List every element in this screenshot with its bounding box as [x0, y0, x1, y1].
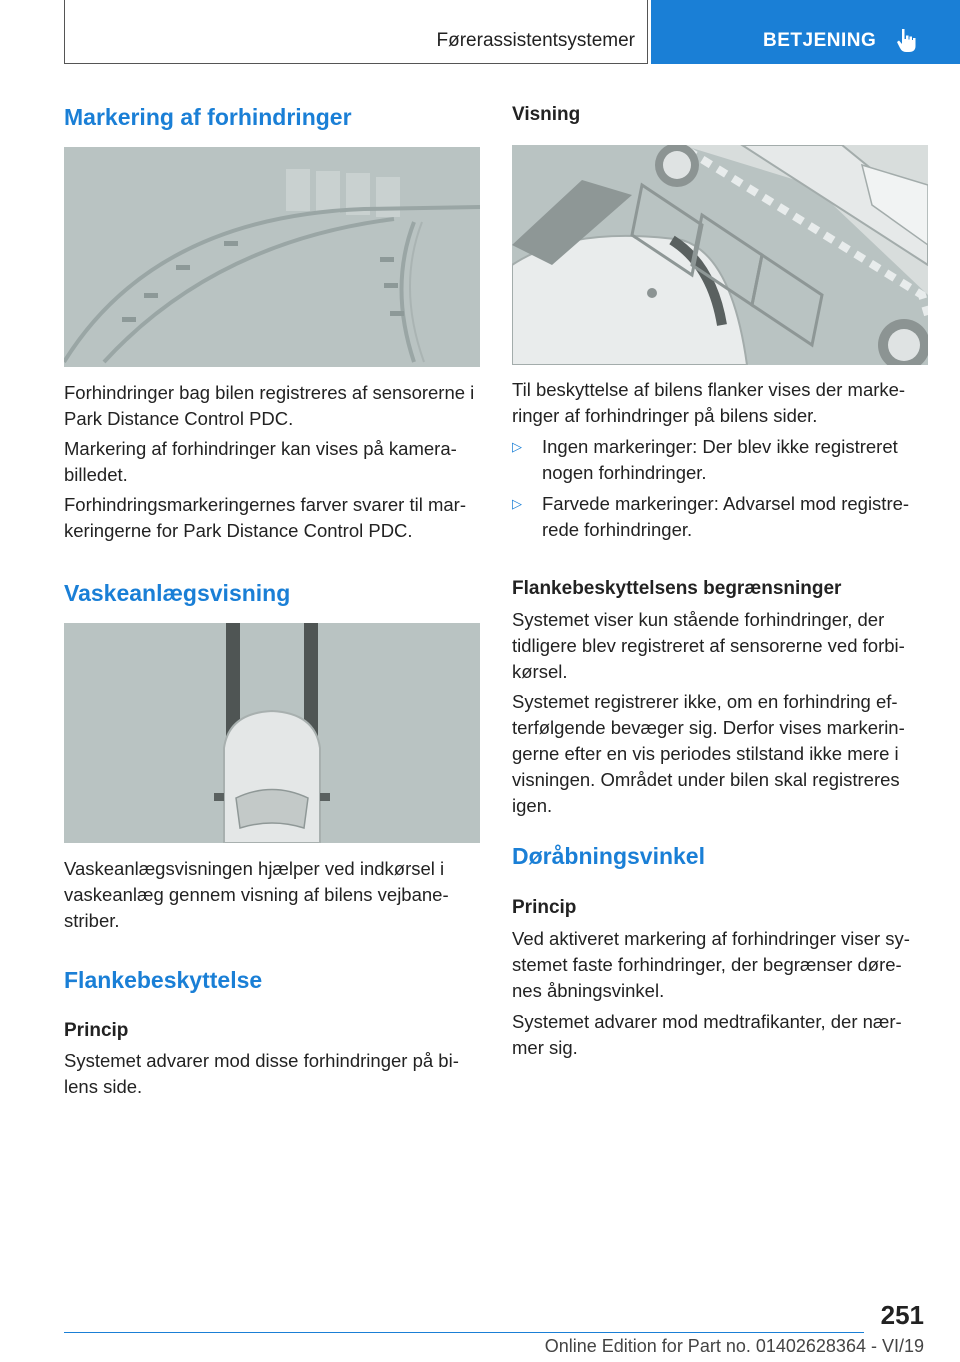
header-chapter-label: BETJENING — [763, 30, 877, 51]
paragraph-obstacles-detected: Forhindringer bag bilen registreres af sensorerne i Park Distance Control PDC. — [64, 382, 475, 429]
triangle-bullet-icon: ▷ — [512, 496, 522, 511]
hand-pointer-icon — [893, 26, 921, 54]
header-section-title: Førerassistentsystemer — [436, 30, 635, 51]
subheading-principle-left: Princip — [64, 1020, 129, 1041]
footer-divider — [64, 1332, 864, 1333]
paragraph-moving-obstacles: Systemet registrerer ikke, om en forhindring ef-terfølgende bevæger sig. Derfor vises markerin-gerne efter en vis periodes stilstand ikke mere i visningen. Området under bilen skal registreres igen. — [512, 691, 905, 816]
header-section-box — [64, 0, 648, 64]
paragraph-static-obstacles: Systemet viser kun stående forhindringer, der tidligere blev registreret af sensorerne ved forbi-kørsel. — [512, 609, 905, 682]
heading-obstacle-marking: Markering af forhindringer — [64, 104, 352, 130]
heading-flank-protection: Flankebeskyttelse — [64, 967, 263, 993]
subheading-flank-limits: Flankebeskyttelsens begrænsninger — [512, 578, 842, 599]
page-number: 251 — [880, 1300, 924, 1330]
paragraph-marking-colors: Forhindringsmarkeringernes farver svarer til mar-keringerne for Park Distance Control PDC. — [64, 494, 466, 541]
paragraph-marking-camera: Markering af forhindringer kan vises på kamera-billedet. — [64, 438, 457, 485]
heading-door-opening-angle: Døråbningsvinkel — [512, 843, 705, 869]
bullet-text-colored-markings: Farvede markeringer: Advarsel mod registre-rede forhindringer. — [542, 493, 910, 540]
figure-car-wash-view — [64, 623, 480, 843]
figure-flank-protection-view — [512, 145, 928, 365]
subheading-principle-right: Princip — [512, 897, 577, 918]
paragraph-car-wash-help: Vaskeanlægsvisningen hjælper ved indkørsel i vaskeanlæg gennem visning af bilens vejbane-striber. — [64, 858, 449, 931]
bullet-text-no-markings: Ingen markeringer: Der blev ikke registreret nogen forhindringer. — [542, 436, 898, 483]
triangle-bullet-icon: ▷ — [512, 439, 522, 454]
heading-car-wash-view: Vaskeanlægsvisning — [64, 580, 291, 606]
figure-obstacle-marking — [64, 147, 480, 367]
paragraph-door-obstacles: Ved aktiveret markering af forhindringer viser sy-stemet faste forhindringer, der begrænser døre-nes åbningsvinkel. — [512, 928, 910, 1001]
paragraph-flank-markings: Til beskyttelse af bilens flanker vises der marke-ringer af forhindringer på bilens sider. — [512, 379, 906, 426]
footer-edition-link[interactable]: Online Edition for Part no. 01402628364 - VI/19 — [544, 1336, 924, 1356]
paragraph-road-users: Systemet advarer mod medtrafikanter, der nær-mer sig. — [512, 1011, 902, 1058]
subheading-view: Visning — [512, 104, 581, 125]
paragraph-flank-warns: Systemet advarer mod disse forhindringer på bi-lens side. — [64, 1050, 459, 1097]
header-chapter-tab[interactable] — [651, 0, 960, 64]
